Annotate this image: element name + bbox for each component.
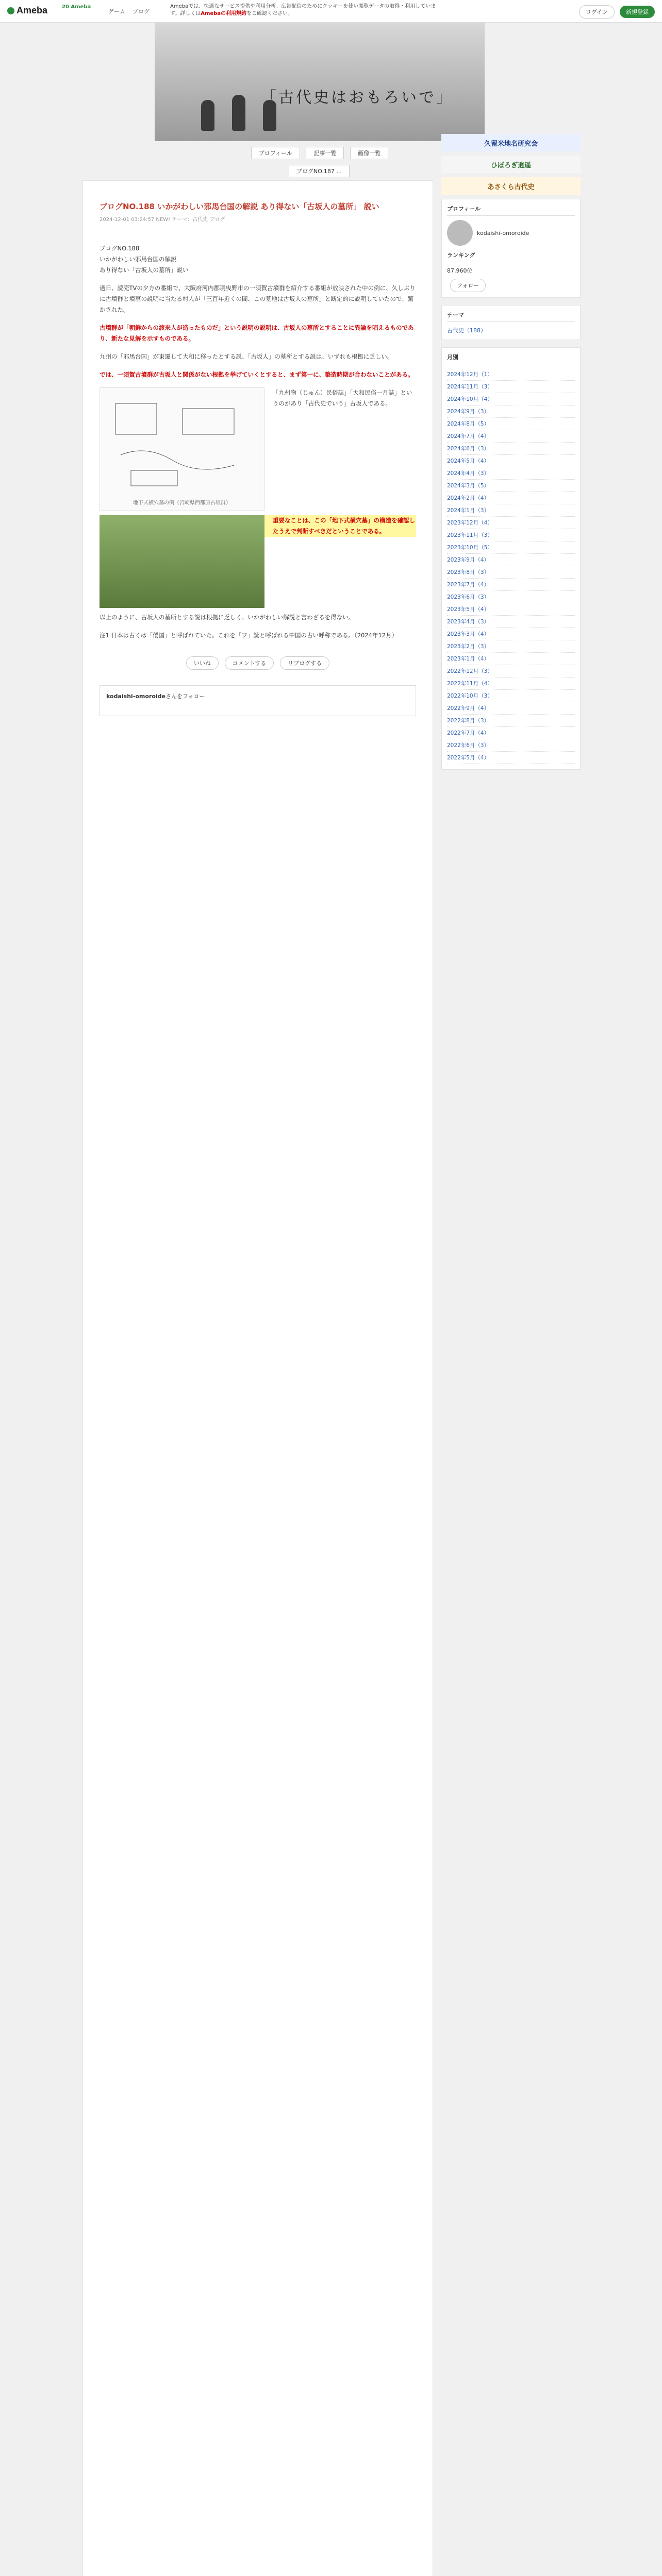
archive-heading: 月別 (447, 353, 575, 364)
archive-item[interactable]: 2022年5月（4） (447, 752, 575, 764)
archive-item[interactable]: 2023年12月（4） (447, 517, 575, 529)
rank-value: 87,960位 (447, 267, 473, 274)
site-photo (100, 515, 264, 608)
theme-link[interactable]: 古代史（188） (447, 327, 486, 334)
archive-item[interactable]: 2024年2月（4） (447, 492, 575, 504)
archive-item[interactable]: 2024年10月（4） (447, 393, 575, 405)
diagram-caption: 地下式横穴墓の例（宮崎県西都原古墳群） (133, 500, 231, 506)
like-button[interactable]: いいね (186, 656, 219, 670)
images-tab[interactable]: 画像一覧 (350, 147, 388, 159)
sidebar (441, 134, 581, 777)
paragraph: 「九州物（じゅん）民俗誌」「大和民俗一月誌」というのがあり「古代史でいう」古坂人である。 (273, 389, 412, 407)
profile-name[interactable]: kodaishi-omoroide (477, 229, 529, 236)
archive-item[interactable]: 2024年5月（4） (447, 455, 575, 467)
highlight-paragraph: 古墳群が「朝鮮からの渡来人が造ったものだ」という説明の説明は、古坂人の墓所とすることに異論を唱えるものであり、新たな見解を示すものである。 (100, 324, 414, 342)
archive-item[interactable]: 2024年11月（3） (447, 381, 575, 393)
cookie-notice (170, 3, 438, 18)
paragraph (100, 243, 416, 276)
archive-item[interactable]: 2022年8月（3） (447, 715, 575, 727)
archive-item[interactable]: 2022年6月（3） (447, 739, 575, 752)
highlight-paragraph: 重要なことは、この「地下式横穴墓」の構造を確認したうえで判断すべきだということである。 (100, 515, 416, 537)
paragraph: 以上のように、古坂人の墓所とする説は根拠に乏しく、いかがわしい解説と言わざるを得ない。 (100, 614, 355, 621)
profile-tab[interactable]: プロフィール (251, 147, 300, 159)
tomb-diagram (100, 387, 264, 511)
archive-item[interactable]: 2024年4月（3） (447, 467, 575, 480)
archive-item[interactable]: 2022年7月（4） (447, 727, 575, 739)
author-follow[interactable]: さんをフォロー (166, 693, 205, 700)
ameba-logo[interactable] (7, 5, 47, 16)
archive-item[interactable]: 2023年10月（5） (447, 541, 575, 554)
top-nav (108, 7, 157, 15)
avatar[interactable] (447, 220, 473, 246)
archive-item[interactable]: 2022年9月（4） (447, 702, 575, 715)
anniversary-logo: 20 Ameba (62, 4, 91, 10)
logo-icon (7, 7, 14, 14)
archive-item[interactable]: 2023年11月（3） (447, 529, 575, 541)
archive-list (447, 368, 575, 764)
profile-box (441, 199, 581, 298)
archive-item[interactable]: 2022年12月（3） (447, 665, 575, 677)
article (82, 180, 433, 2576)
archive-item[interactable]: 2023年8月（3） (447, 566, 575, 579)
archive-item[interactable]: 2024年1月（3） (447, 504, 575, 517)
login-button[interactable]: ログイン (579, 5, 615, 19)
banner-asakura[interactable]: あさくら古代史 (441, 177, 581, 195)
archive-item[interactable]: 2023年5月（4） (447, 603, 575, 616)
theme-box (441, 305, 581, 340)
banner-kurume[interactable]: 久留米地名研究会 (441, 134, 581, 151)
social-actions (100, 656, 416, 670)
archive-item[interactable]: 2024年6月（3） (447, 443, 575, 455)
auth-area (576, 5, 655, 19)
rank-heading: ランキング (447, 251, 575, 262)
archive-item[interactable]: 2024年3月（5） (447, 480, 575, 492)
archive-item[interactable]: 2023年2月（3） (447, 640, 575, 653)
reblog-button[interactable]: リブログする (280, 656, 329, 670)
author-name[interactable]: kodaishi-omoroide (106, 693, 166, 700)
figure-shape (232, 95, 245, 131)
article-meta: 2024-12-01 03:24:57 NEW! テーマ：古代史 ブログ (100, 217, 225, 223)
note: 注1 日本は古くは「倭国」と呼ばれていた。これを「ワ」読と呼ばれる中国の古い呼称である。（2024年12月） (100, 632, 398, 639)
blog-header-image (155, 23, 485, 141)
terms-link[interactable]: Amebaの利用規約 (201, 11, 247, 16)
subtitle2: あり得ない「古坂人の墓所」説い (100, 266, 189, 274)
archive-item[interactable]: 2023年6月（3） (447, 591, 575, 603)
hero-text: 「古代史はおもろいで」 (261, 89, 454, 107)
highlight-paragraph: では、一須賀古墳群が古坂人と関係がない根拠を挙げていくとすると、まず第一に、築造時期が合わないことがある。 (100, 371, 414, 378)
archive-item[interactable]: 2024年7月（4） (447, 430, 575, 443)
archive-item[interactable]: 2024年9月（3） (447, 405, 575, 418)
archive-item[interactable]: 2023年3月（4） (447, 628, 575, 640)
notice-end: をご確認ください。 (246, 11, 293, 16)
nav-blog[interactable]: ブログ (133, 8, 150, 15)
archive-box (441, 347, 581, 770)
paragraph: 九州の「邪馬台国」が東遷して大和に移ったとする説、「古坂人」の墓所とする説は、いずれも根拠に乏しい。 (100, 353, 393, 360)
archive-item[interactable]: 2023年4月（3） (447, 616, 575, 628)
tomb-diagram-svg (100, 388, 264, 496)
author-box (100, 685, 416, 716)
figure-shape (201, 100, 214, 131)
banner-hiborogi[interactable]: ひぼろぎ逍遥 (441, 156, 581, 173)
top-bar (0, 0, 662, 23)
prev-post-link[interactable]: ブログNO.187 ... (289, 165, 350, 177)
archive-item[interactable]: 2022年11月（4） (447, 677, 575, 690)
archive-item[interactable]: 2022年10月（3） (447, 690, 575, 702)
article-body (100, 243, 416, 641)
archive-item[interactable]: 2023年1月（4） (447, 653, 575, 665)
archive-item[interactable]: 2024年12月（1） (447, 368, 575, 381)
entries-tab[interactable]: 記事一覧 (306, 147, 344, 159)
article-title[interactable]: ブログNO.188 いかがわしい邪馬台国の解説 あり得ない「古坂人の墓所」 説い (100, 202, 379, 211)
nav-game[interactable]: ゲーム (108, 8, 125, 15)
blog-no: ブログNO.188 (100, 245, 140, 252)
profile-heading: プロフィール (447, 205, 575, 216)
register-button[interactable]: 新規登録 (620, 6, 655, 18)
archive-item[interactable]: 2023年7月（4） (447, 579, 575, 591)
archive-item[interactable]: 2023年9月（4） (447, 554, 575, 566)
paragraph: 過日、読売TVの夕方の番組で、大阪府河内郡羽曳野市の一須賀古墳群を紹介する番組が放映された中の例に、久しぶりに古墳群と墳墓の説明に当たる村人が「三百年近くの間、この墓地は古坂人の墓所」と断定的に説明していたので、驚かされた。 (100, 284, 416, 313)
archive-item[interactable]: 2024年8月（5） (447, 418, 575, 430)
logo-text: Ameba (16, 5, 48, 15)
notice-text: Amebaでは、快適なサービス提供や利用分析、広告配信のためにクッキーを使い閲覧データの取得・利用しています。詳しくは (170, 4, 436, 16)
blog-tools (155, 147, 485, 159)
subtitle: いかがわしい邪馬台国の解説 (100, 256, 177, 263)
theme-heading: テーマ (447, 311, 575, 322)
follow-button[interactable]: フォロー (450, 279, 486, 292)
comment-button[interactable]: コメントする (225, 656, 274, 670)
